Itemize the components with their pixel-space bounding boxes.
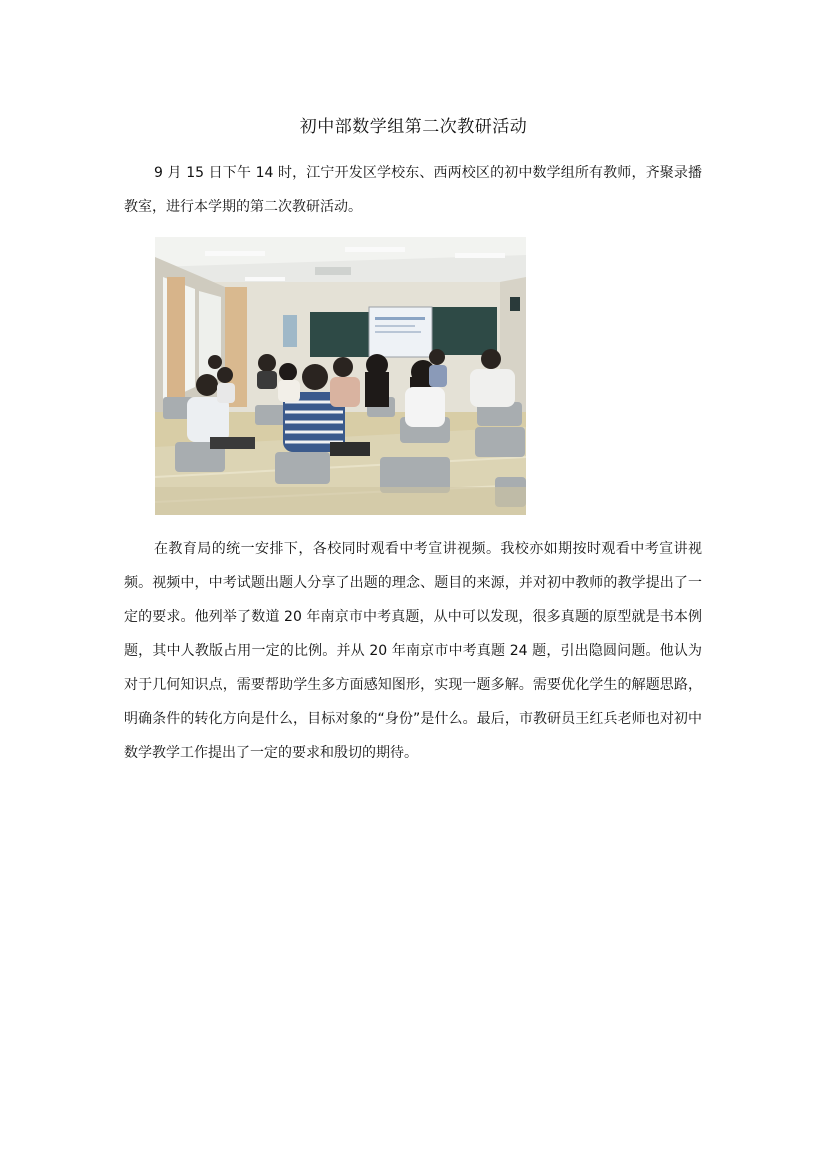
classroom-photo — [155, 237, 526, 515]
paragraph-intro: 9 月 15 日下午 14 时，江宁开发区学校东、西两校区的初中数学组所有教师，齐聚录播教室，进行本学期的第二次教研活动。 — [124, 165, 702, 215]
document-title: 初中部数学组第二次教研活动 — [299, 117, 528, 137]
paragraph-body: 在教育局的统一安排下，各校同时观看中考宣讲视频。我校亦如期按时观看中考宣讲视频。视频中，中考试题出题人分享了出题的理念、题目的来源，并对初中教师的教学提出了一定的要求。他列举了数道 20 年南京市中考真题，从中可以发现，很多真题的原型就是书本例题，其中人教版占用一定的比例。并从 20 年南京市中考真题 24 题，引出隐圆问题。他认为对于几何知识点，需要帮助学生多方面感知图形，实现一题多解。需要优化学生的解题思路，明确条件的转化方向是什么，目标对象的“身份”是什么。最后，市教研员王红兵老师也对初中数学教学工作提出了一定的要求和殷切的期待。 — [124, 541, 702, 761]
